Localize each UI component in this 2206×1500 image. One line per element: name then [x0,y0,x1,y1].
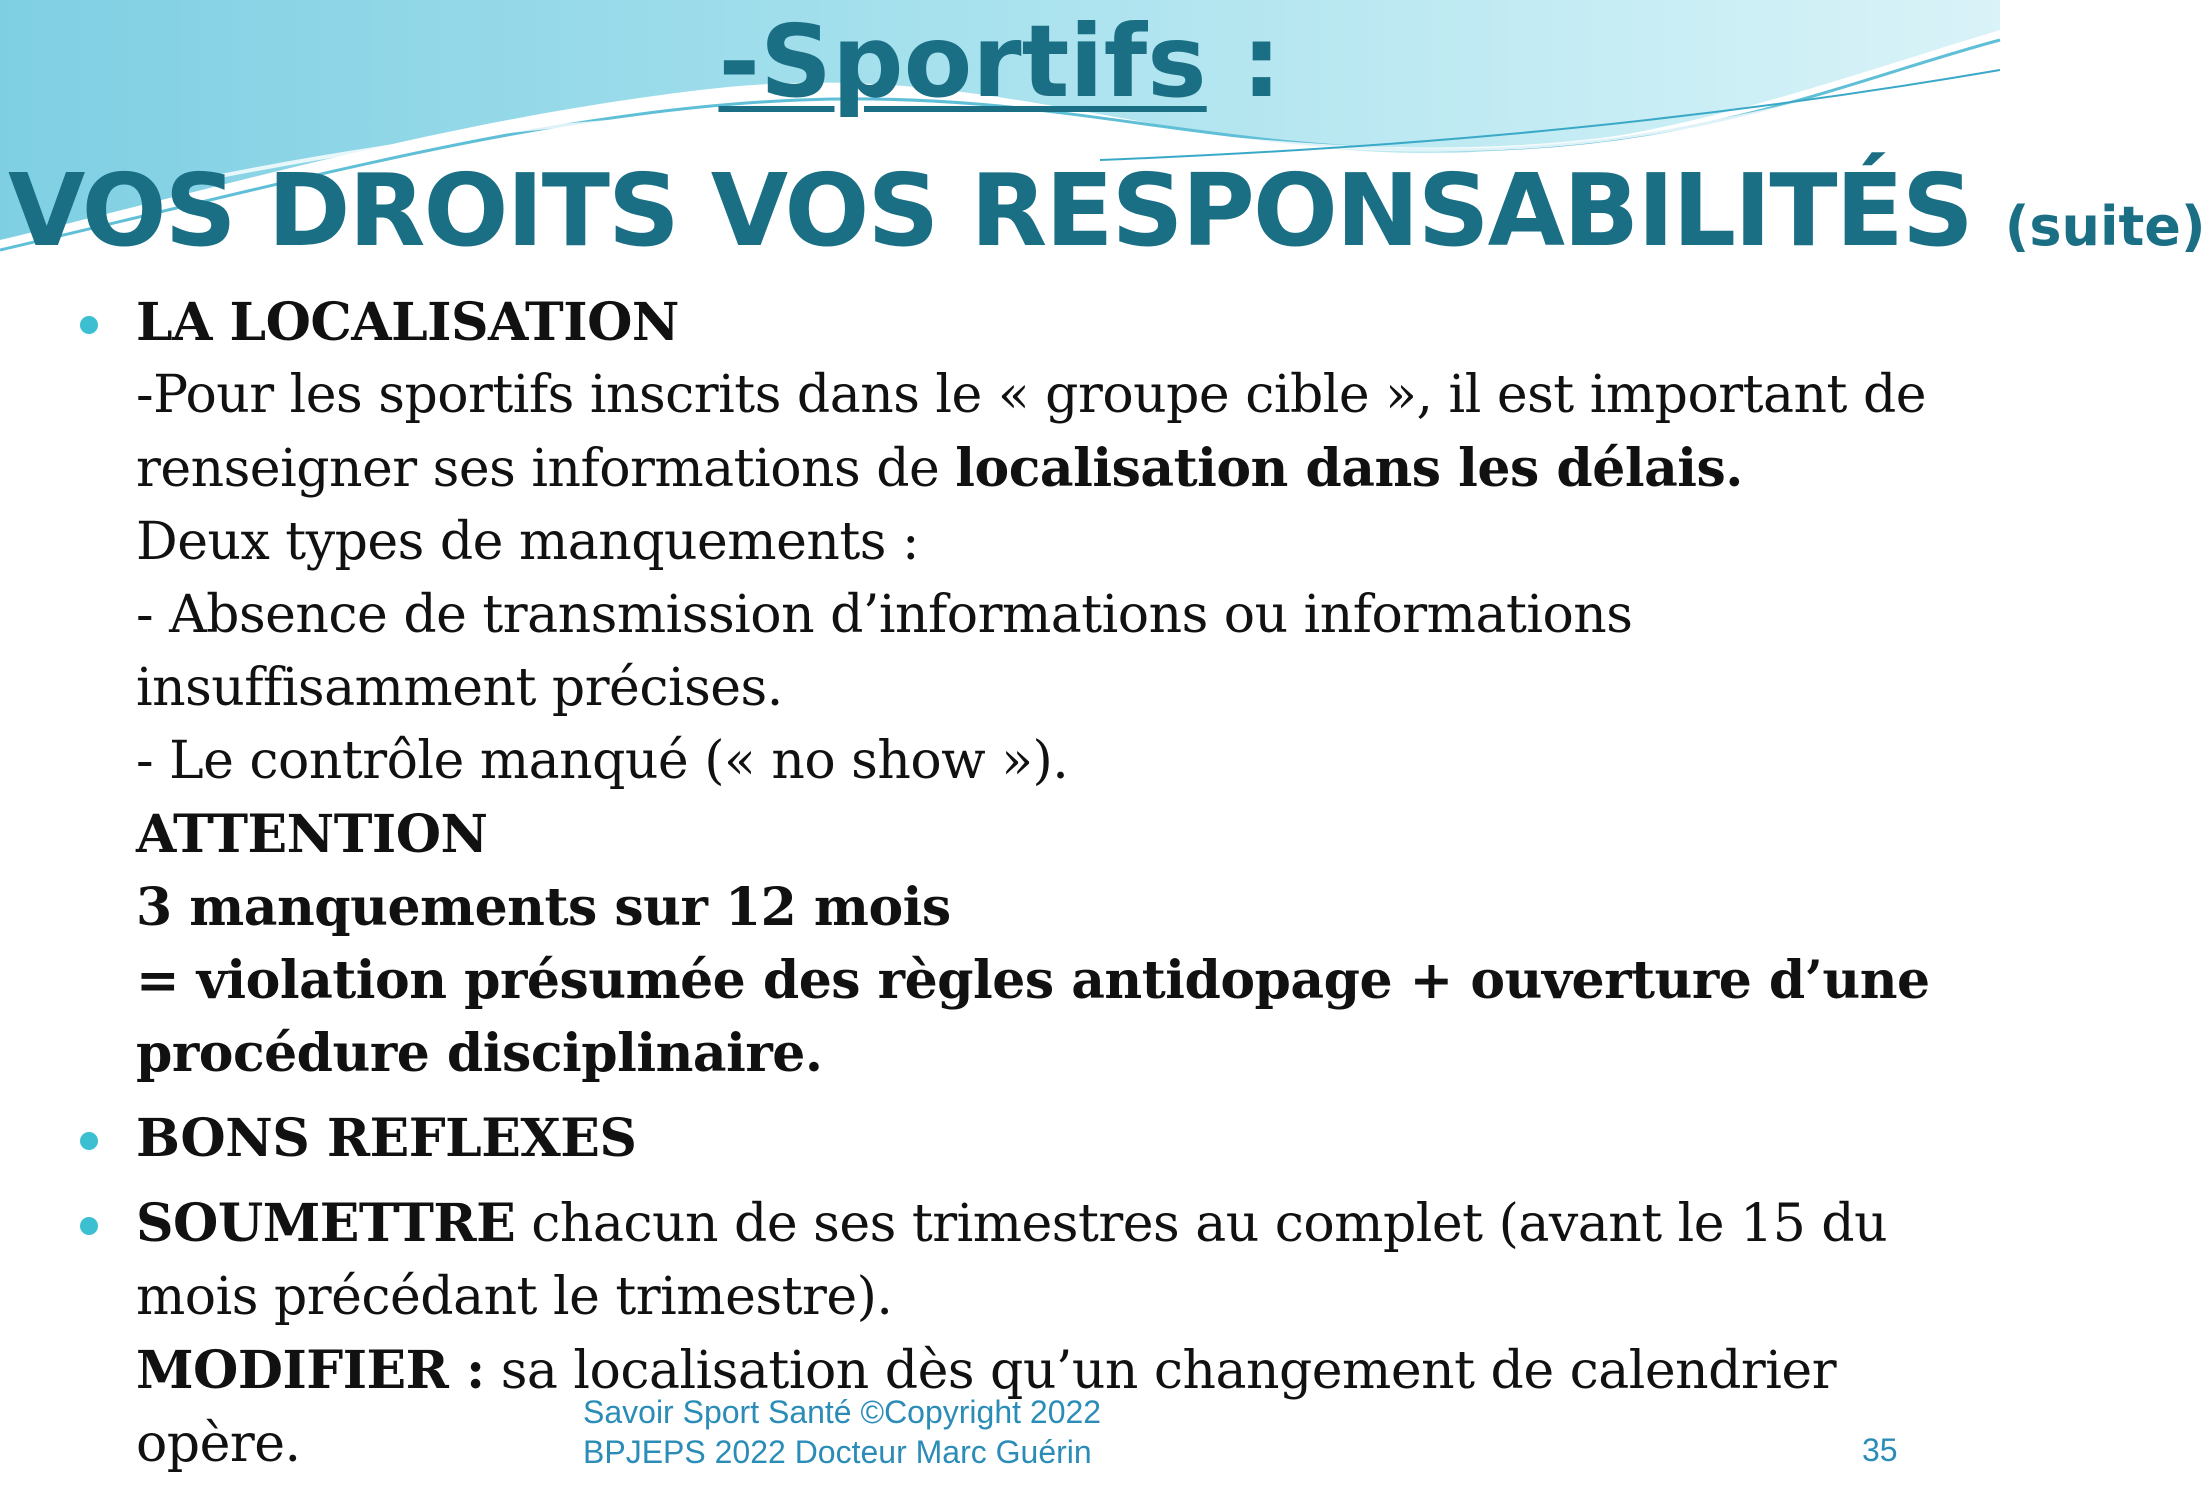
bullet-dot-icon [80,1132,98,1150]
footer-author: BPJEPS 2022 Docteur Marc Guérin [583,1434,1092,1470]
text-line: Deux types de manquements : [136,512,920,572]
text-line [136,432,1936,506]
text-regular: renseigner ses informations de [136,439,956,499]
text-regular: chacun de ses trimestres au complet (avant le 15 du [515,1194,1888,1254]
text-line [136,1187,1936,1261]
title-colon: : [1206,3,1282,120]
text-line: insuffisamment précises. [136,658,783,718]
title-sportifs [0,2,2000,122]
text-line-bold: = violation présumée des règles antidopage + ouverture d’une [136,950,1930,1011]
heading-localisation: LA LOCALISATION [136,292,679,353]
footer-copyright: Savoir Sport Santé ©Copyright 2022 [583,1394,1102,1430]
bullet-item-bons-reflexes [0,1102,1936,1175]
text-line: - Le contrôle manqué (« no show »). [136,731,1069,791]
text-regular: sa localisation dès qu’un changement de calendrier [484,1341,1837,1401]
bullet-dot-icon [80,316,98,334]
page-title [8,146,2206,292]
text-line-bold: 3 manquements sur 12 mois [136,877,951,938]
text-bold: SOUMETTRE [136,1193,516,1254]
page-title-suffix: (suite) [2004,195,2206,258]
text-bold: MODIFIER : [136,1340,485,1401]
text-line-bold: procédure disciplinaire. [136,1023,823,1084]
text-line: - Absence de transmission d’informations ou informations [136,585,1633,645]
text-line: -Pour les sportifs inscrits dans le « groupe cible », il est important de [136,365,1926,425]
heading-bons-reflexes: BONS REFLEXES [136,1108,637,1169]
text-line: opère. [136,1414,301,1474]
text-bold: localisation dans les délais. [955,438,1743,499]
attention-label: ATTENTION [136,804,488,865]
bullet-dot-icon [80,1217,98,1235]
content-body [0,286,2000,1481]
page-title-text: VOS DROITS VOS RESPONSABILITÉS [8,152,1972,269]
title-sportifs-text: -Sportifs [718,3,1207,120]
bullet-item-localisation [0,286,1936,1090]
page-number: 35 [1862,1432,1898,1468]
text-line: mois précédant le trimestre). [136,1267,893,1327]
